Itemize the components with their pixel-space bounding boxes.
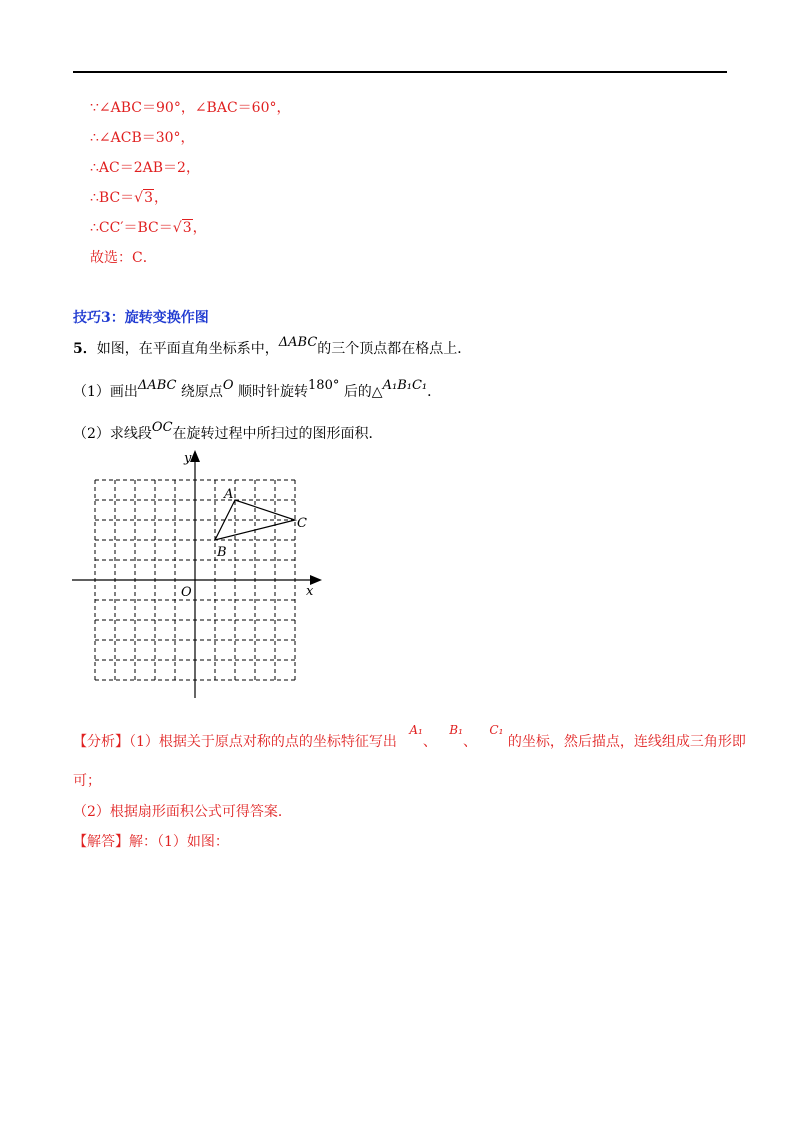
solution-line-5: ∴CC′＝BC＝√3， (90, 220, 207, 236)
question-part-2: （2）求线段OC在旋转过程中所扫过的图形面积． (73, 420, 383, 442)
solution-line-6: 故选：C． (90, 250, 157, 266)
solution-line-4: ∴BC＝√3， (90, 190, 169, 206)
analysis-line-1: 【分析】（1）根据关于原点对称的点的坐标特征写出 A₁、 B₁、 C₁ 的坐标，然后描点，连线组成三角形即 (73, 723, 746, 750)
point-b-label: B (217, 545, 227, 560)
answer-line: 【解答】解：（1）如图： (73, 834, 229, 850)
y-axis-arrow-icon (190, 450, 200, 462)
sqrt-expression: √3 (172, 220, 192, 236)
triangle-abc (215, 500, 295, 540)
section-title: 技巧3：旋转变换作图 (73, 310, 209, 326)
sqrt-expression: √3 (134, 190, 154, 206)
solution-line-1: ∵∠ABC＝90°，∠BAC＝60°， (90, 100, 291, 116)
analysis-line-2: 可； (73, 773, 101, 789)
solution-line-3: ∴AC＝2AB＝2， (90, 160, 200, 176)
point-a-label: A (224, 487, 234, 502)
question-stem: 5．如图，在平面直角坐标系中，ΔABC的三个顶点都在格点上． (73, 335, 472, 357)
solution-line-2: ∴∠ACB＝30°， (90, 130, 195, 146)
origin-label: O (181, 585, 192, 600)
point-c-label: C (297, 516, 307, 531)
question-part-1: （1）画出ΔABC 绕原点O 顺时针旋转180° 后的△A₁B₁C₁． (73, 378, 442, 400)
x-axis-label: x (306, 584, 314, 599)
analysis-line-3: （2）根据扇形面积公式可得答案． (73, 804, 292, 820)
y-axis-label: y (184, 451, 192, 466)
